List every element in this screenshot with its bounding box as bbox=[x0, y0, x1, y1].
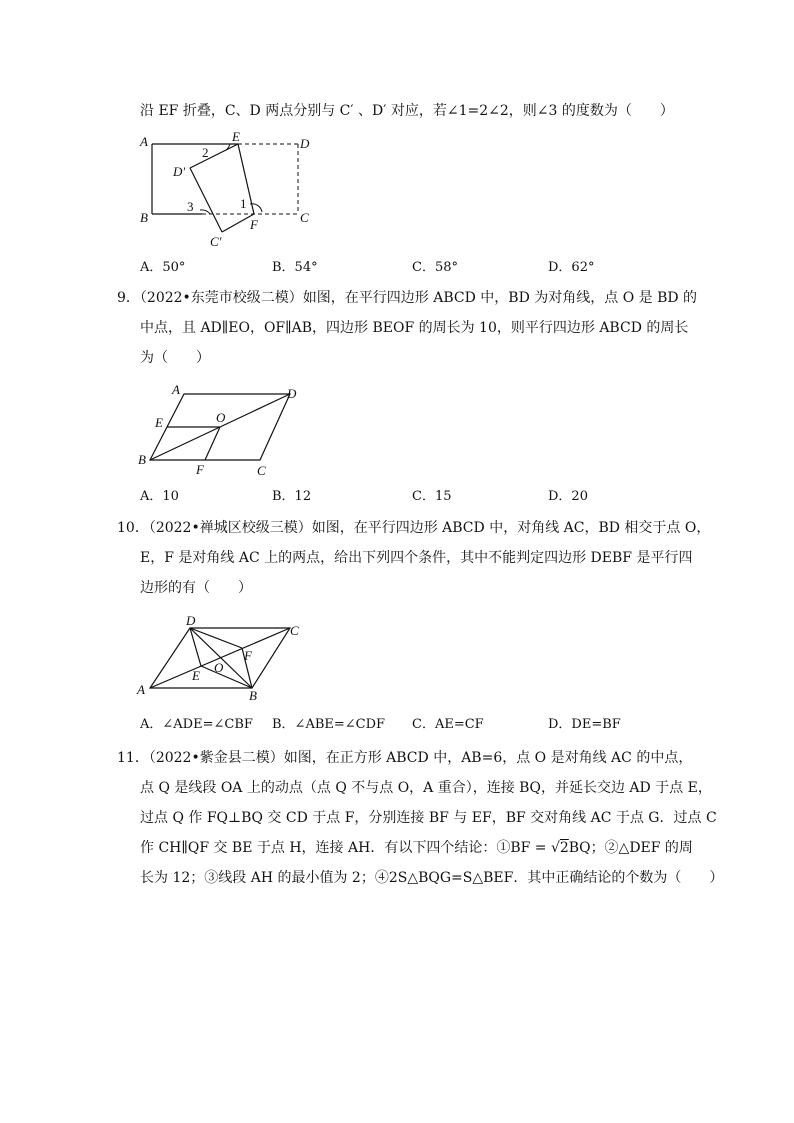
q8-label-c: C bbox=[300, 210, 309, 225]
q9-option-b: B．12 bbox=[272, 489, 312, 504]
q9-option-a: A．10 bbox=[140, 489, 179, 504]
q10-label-b: B bbox=[249, 688, 257, 703]
q8-option-b: B．54° bbox=[272, 260, 318, 275]
q8-figure bbox=[130, 128, 330, 253]
q11-line4-part1: 作 CH∥QF 交 BE 于点 H，连接 AH．有以下四个结论：①BF = bbox=[140, 840, 551, 856]
q8-label-d: D bbox=[300, 136, 310, 151]
q8-angle-3: 3 bbox=[187, 199, 194, 214]
q9-text-line3: 为（ ） bbox=[140, 350, 210, 366]
q9-text-line2: 中点，且 AD∥EO，OF∥AB，四边形 BEOF 的周长为 10，则平行四边形 ABCD 的周长 bbox=[140, 320, 689, 336]
q11-text-line3: 过点 Q 作 FQ⊥BQ 交 CD 于点 F，分别连接 BF 与 EF，BF 交对角线 AC 于点 G．过点 C bbox=[140, 810, 717, 826]
sqrt-symbol: √ bbox=[550, 840, 560, 856]
q8-label-b: B bbox=[140, 210, 148, 225]
q10-text-line2: E，F 是对角线 AC 上的两点，给出下列四个条件，其中不能判定四边形 DEBF 是平行四 bbox=[140, 550, 693, 566]
q9-label-b: B bbox=[138, 452, 146, 467]
q9-label-f: F bbox=[196, 462, 204, 477]
q11-line4-part2: BQ；②△DEF 的周 bbox=[568, 840, 693, 856]
q10-text-line1: 10．（2022•禅城区校级三模）如图，在平行四边形 ABCD 中，对角线 AC，BD 相交于点 O， bbox=[117, 520, 711, 536]
q11-text-line2: 点 Q 是线段 OA 上的动点（点 Q 不与点 O，A 重合），连接 BQ，并延长交边 AD 于点 E， bbox=[140, 780, 712, 796]
q8-option-c: C．58° bbox=[412, 260, 458, 275]
q9-figure bbox=[130, 380, 310, 480]
q11-sqrt-radicand: 2 bbox=[559, 840, 569, 856]
q9-label-c: C bbox=[257, 463, 266, 478]
q8-text-line1: 沿 EF 折叠，C、D 两点分别与 C′ 、D′ 对应，若∠1=2∠2，则∠3 的度数为（ ） bbox=[140, 103, 674, 119]
q8-label-dprime: D′ bbox=[173, 164, 186, 179]
q11-text-line4 bbox=[140, 838, 693, 858]
q9-option-d: D．20 bbox=[548, 489, 588, 504]
q9-label-e: E bbox=[155, 415, 163, 430]
q8-label-a: A bbox=[140, 134, 148, 149]
q10-label-e: E bbox=[192, 668, 200, 683]
q8-option-d: D．62° bbox=[548, 260, 595, 275]
q10-label-o: O bbox=[214, 660, 224, 675]
q9-text-line1: 9．（2022•东莞市校级二模）如图，在平行四边形 ABCD 中，BD 为对角线，点 O 是 BD 的 bbox=[117, 290, 698, 306]
q10-option-b: B．∠ABE=∠CDF bbox=[272, 717, 386, 732]
q8-angle-2: 2 bbox=[202, 145, 209, 160]
q11-text-line1: 11．（2022•紫金县二模）如图，在正方形 ABCD 中，AB=6，点 O 是对角线 AC 的中点， bbox=[117, 750, 693, 766]
q9-label-d: D bbox=[287, 386, 297, 401]
q8-label-cprime: C′ bbox=[210, 234, 222, 249]
q8-label-e: E bbox=[232, 129, 240, 144]
q10-figure bbox=[130, 610, 320, 705]
q11-text-line5: 长为 12；③线段 AH 的最小值为 2；④2S△BQG=S△BEF．其中正确结论的个数为（ ） bbox=[140, 870, 724, 886]
q10-label-f: F bbox=[244, 648, 252, 663]
q10-option-c: C．AE=CF bbox=[412, 717, 484, 732]
q10-option-d: D．DE=BF bbox=[548, 717, 621, 732]
q9-label-o: O bbox=[216, 410, 226, 425]
q9-label-a: A bbox=[172, 382, 180, 397]
q8-angle-1: 1 bbox=[240, 196, 247, 211]
q10-text-line3: 边形的有（ ） bbox=[140, 580, 252, 596]
q10-label-d: D bbox=[186, 613, 196, 628]
q9-option-c: C．15 bbox=[412, 489, 452, 504]
q10-label-a: A bbox=[137, 682, 145, 697]
q10-option-a: A．∠ADE=∠CBF bbox=[140, 717, 253, 732]
q8-label-f: F bbox=[250, 217, 258, 232]
q10-label-c: C bbox=[290, 623, 299, 638]
q8-option-a: A．50° bbox=[140, 260, 186, 275]
